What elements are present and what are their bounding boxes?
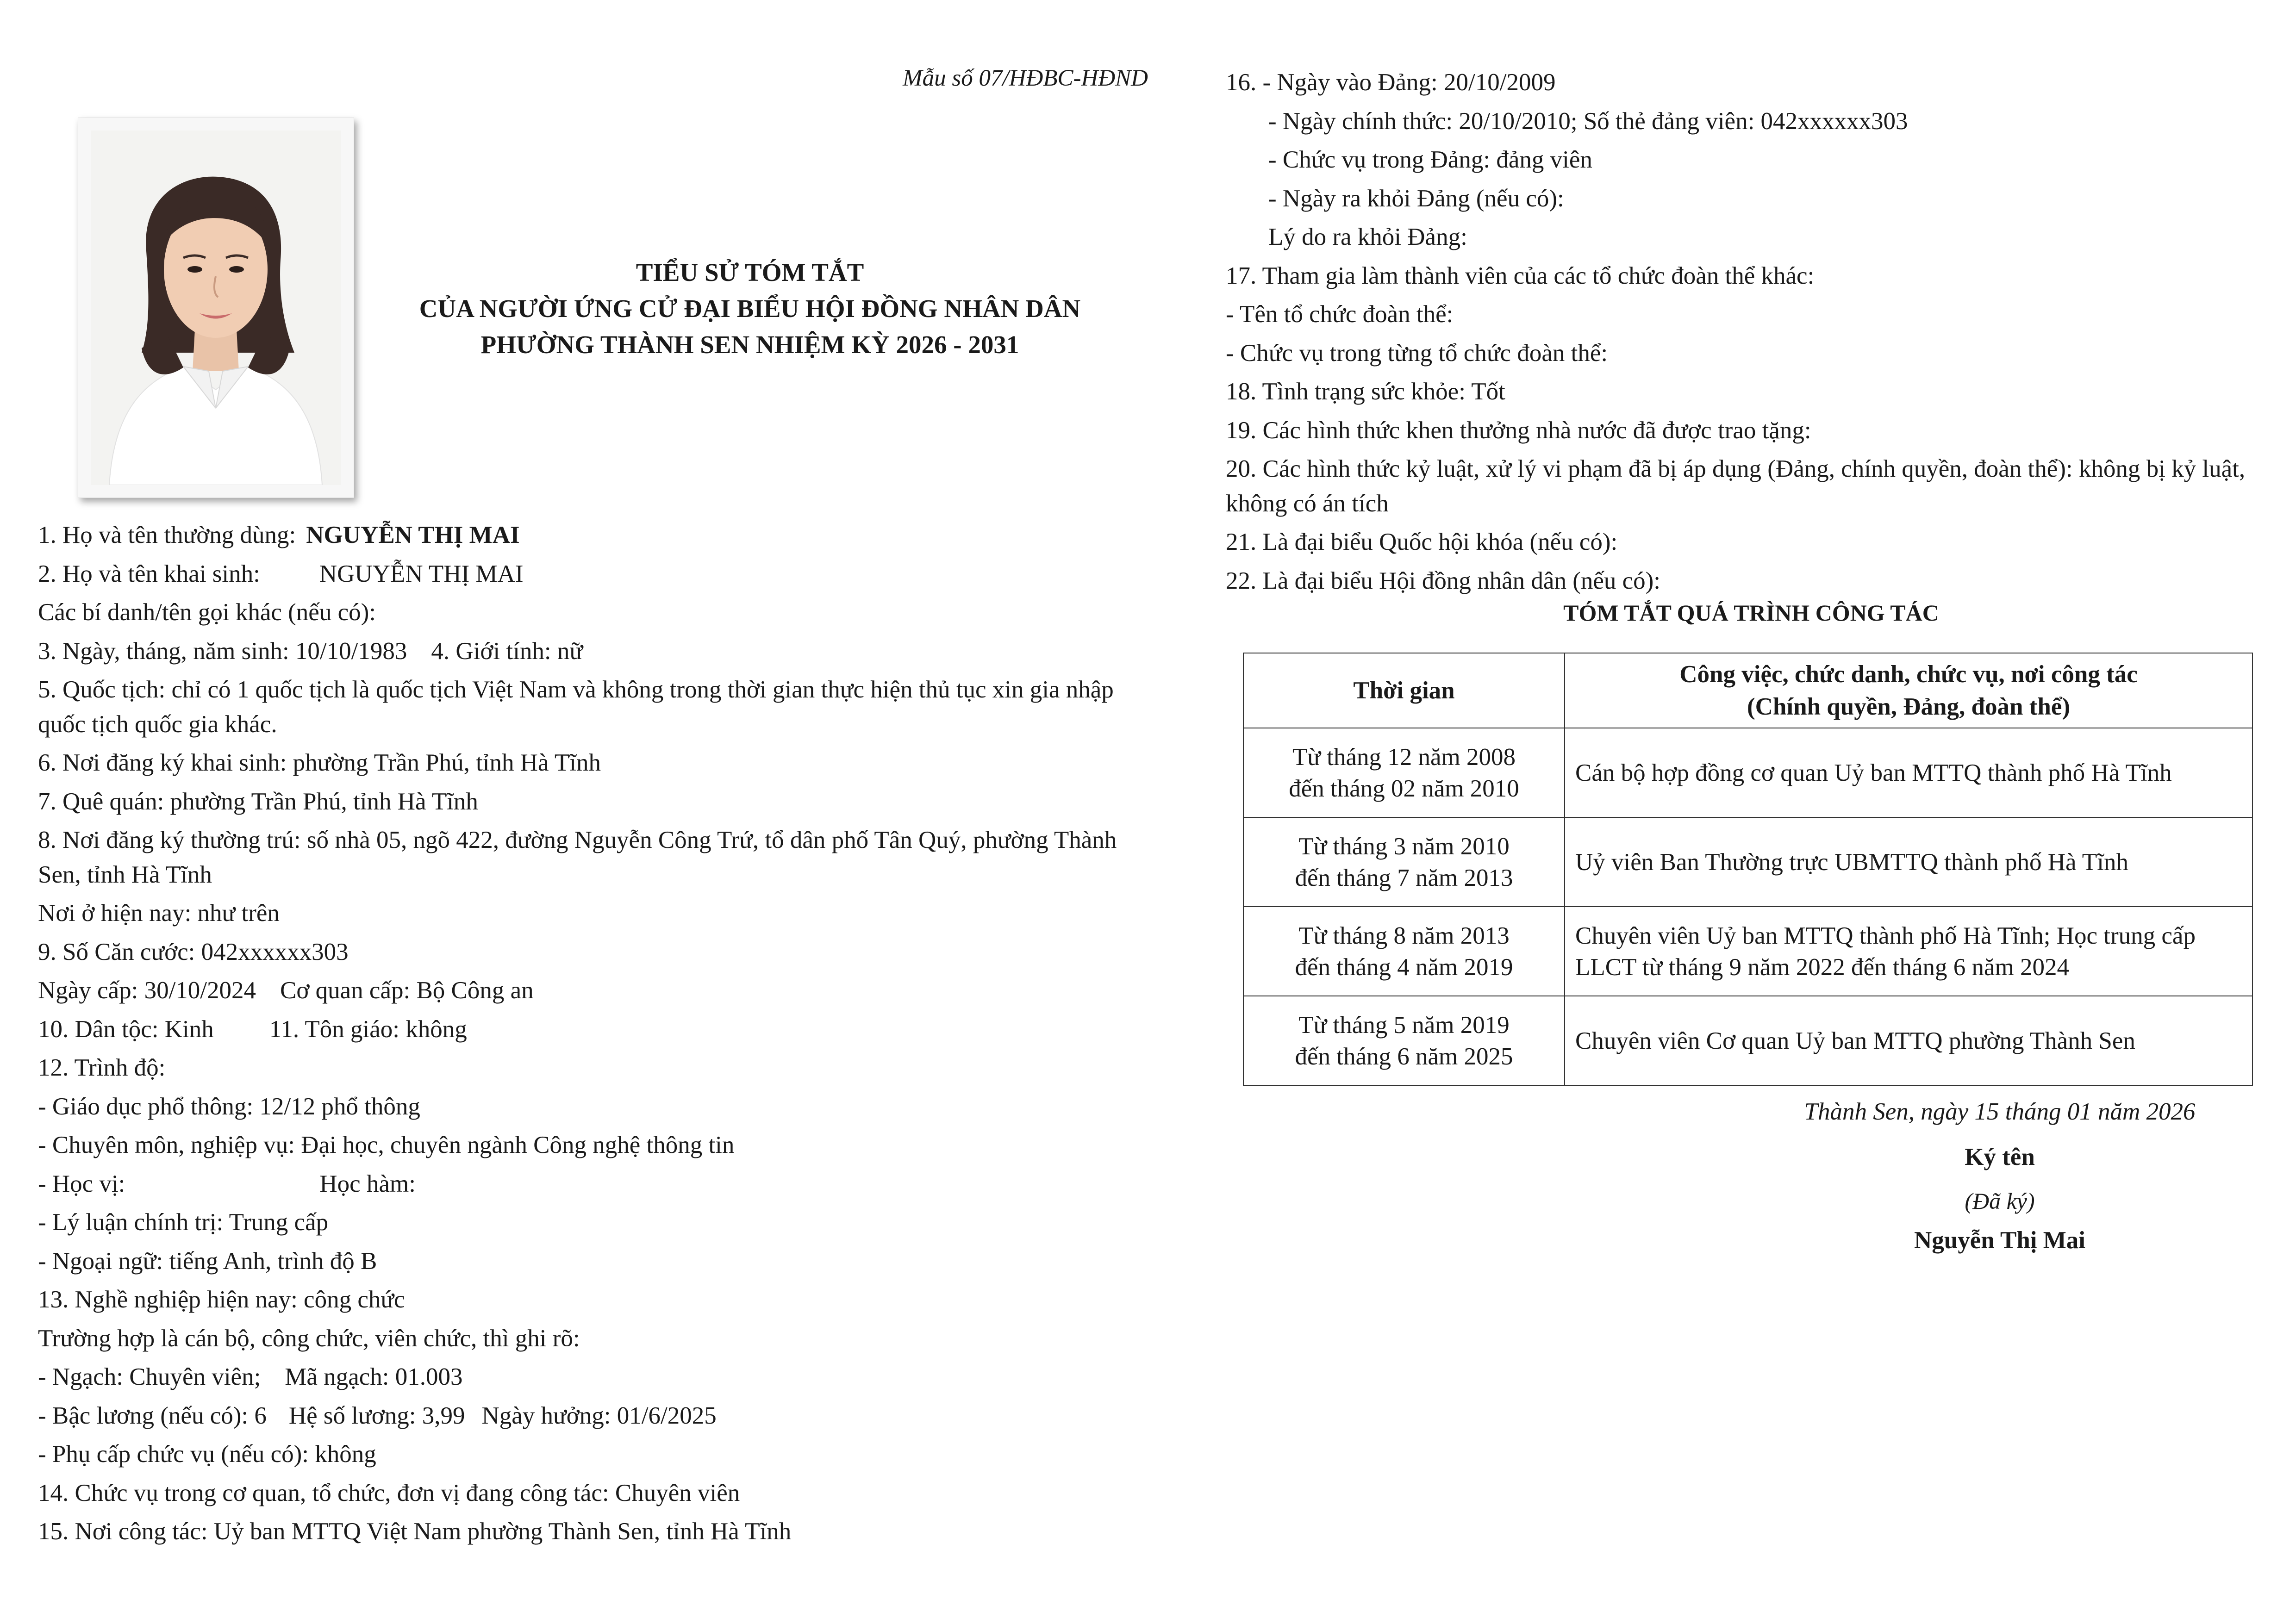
row-time <box>1243 996 1565 1085</box>
table-header-row <box>1243 653 2252 728</box>
field-degree <box>38 1165 1158 1204</box>
field-birth-date-gender <box>38 632 1158 671</box>
title-line-3: PHƯỜNG THÀNH SEN NHIỆM KỲ 2026 - 2031 <box>480 330 1019 359</box>
document-title <box>352 255 1148 363</box>
time-from: Từ tháng 3 năm 2010 <box>1298 833 1510 860</box>
field-salary <box>38 1397 1158 1436</box>
biography-left-column <box>38 516 1158 1551</box>
header-job-line-2: (Chính quyền, Đảng, đoàn thể) <box>1747 693 2071 720</box>
field-common-name <box>38 516 1158 555</box>
time-from: Từ tháng 8 năm 2013 <box>1298 922 1510 949</box>
field-organization-position: - Chức vụ trong từng tổ chức đoàn thể: <box>1226 339 1608 367</box>
signature-label: Ký tên <box>1965 1144 2035 1170</box>
field-awards: 19. Các hình thức khen thưởng nhà nước đã được trao tặng: <box>1226 417 1811 444</box>
form-code: Mẫu số 07/HĐBC-HĐND <box>903 65 1148 91</box>
row-description: Chuyên viên Cơ quan Uỷ ban MTTQ phường Thành Sen <box>1565 996 2252 1085</box>
work-history-title: TÓM TẮT QUÁ TRÌNH CÔNG TÁC <box>1563 600 1939 626</box>
table-row <box>1243 996 2252 1085</box>
field-party-leave-reason: Lý do ra khỏi Đảng: <box>1268 224 1467 250</box>
biography-right-column <box>1226 63 2277 600</box>
salary-coefficient: Hệ số lương: 3,99 <box>288 1402 465 1429</box>
field-foreign-language: - Ngoại ngữ: tiếng Anh, trình độ B <box>38 1247 377 1275</box>
degree-label: - Học vị: <box>38 1170 125 1197</box>
field-ethnicity-religion <box>38 1010 1158 1049</box>
row-time <box>1243 728 1565 817</box>
time-to: đến tháng 4 năm 2019 <box>1295 953 1513 981</box>
birth-name-value: NGUYỄN THỊ MAI <box>319 560 524 587</box>
time-to: đến tháng 6 năm 2025 <box>1295 1043 1513 1070</box>
field-education-heading: 12. Trình độ: <box>38 1054 166 1081</box>
salary-date: Ngày hưởng: 01/6/2025 <box>481 1402 717 1429</box>
field-position: 14. Chức vụ trong cơ quan, tổ chức, đơn vị đang công tác: Chuyên viên <box>38 1479 740 1506</box>
id-issue-date: Ngày cấp: 30/10/2024 <box>38 977 256 1004</box>
title-line-1: TIỂU SỬ TÓM TẮT <box>636 258 864 286</box>
ethnicity: 10. Dân tộc: Kinh <box>38 1015 214 1043</box>
field-id-issue <box>38 971 1158 1010</box>
header-time: Thời gian <box>1243 653 1565 728</box>
table-row <box>1243 907 2252 996</box>
row-description: Uỷ viên Ban Thường trực UBMTTQ thành phố Hà Tĩnh <box>1565 817 2252 907</box>
field-aliases: Các bí danh/tên gọi khác (nếu có): <box>38 599 376 626</box>
salary-step: - Bậc lương (nếu có): 6 <box>38 1402 267 1429</box>
common-name-value: NGUYỄN THỊ MAI <box>306 522 520 548</box>
field-party-leave-date: - Ngày ra khỏi Đảng (nếu có): <box>1268 185 1564 212</box>
row-time <box>1243 907 1565 996</box>
signature-place-date: Thành Sen, ngày 15 tháng 01 năm 2026 <box>1804 1098 2196 1125</box>
row-description: Chuyên viên Uỷ ban MTTQ thành phố Hà Tĩnh; Học trung cấp LLCT từ tháng 9 năm 2022 đến tháng 6 năm 2024 <box>1565 907 2252 996</box>
field-occupation: 13. Nghề nghiệp hiện nay: công chức <box>38 1286 405 1313</box>
field-rank <box>38 1358 1158 1397</box>
rank: - Ngạch: Chuyên viên; <box>38 1363 261 1390</box>
time-from: Từ tháng 5 năm 2019 <box>1298 1011 1510 1039</box>
gender: 4. Giới tính: nữ <box>431 637 583 665</box>
rank-code: Mã ngạch: 01.003 <box>285 1363 463 1390</box>
time-to: đến tháng 7 năm 2013 <box>1295 864 1513 891</box>
field-general-education: - Giáo dục phổ thông: 12/12 phổ thông <box>38 1093 420 1120</box>
field-id-number: 9. Số Căn cước: 042xxxxxx303 <box>38 938 349 965</box>
religion: 11. Tôn giáo: không <box>269 1015 467 1043</box>
field-national-assembly: 21. Là đại biểu Quốc hội khóa (nếu có): <box>1226 529 1618 555</box>
field-workplace: 15. Nơi công tác: Uỷ ban MTTQ Việt Nam phường Thành Sen, tỉnh Hà Tĩnh <box>38 1518 792 1545</box>
field-birth-name <box>38 555 1158 594</box>
field-permanent-residence: 8. Nơi đăng ký thường trú: số nhà 05, ngõ 422, đường Nguyễn Công Trứ, tổ dân phố Tân Quý, phường Thành Sen, tỉnh Hà Tĩnh <box>38 827 1117 888</box>
portrait-image <box>91 131 341 485</box>
field-peoples-council: 22. Là đại biểu Hội đồng nhân dân (nếu có): <box>1226 567 1661 594</box>
field-current-residence: Nơi ở hiện nay: như trên <box>38 900 280 927</box>
academic-title-label: Học hàm: <box>319 1170 416 1197</box>
field-political-theory: - Lý luận chính trị: Trung cấp <box>38 1209 329 1236</box>
time-from: Từ tháng 12 năm 2008 <box>1292 743 1516 771</box>
work-history-table <box>1243 653 2253 1086</box>
title-line-2: CỦA NGƯỜI ỨNG CỬ ĐẠI BIỂU HỘI ĐỒNG NHÂN DÂN <box>419 294 1081 323</box>
id-issuer: Cơ quan cấp: Bộ Công an <box>280 977 534 1004</box>
header-job-line-1: Công việc, chức danh, chức vụ, nơi công tác <box>1679 661 2138 688</box>
field-allowance: - Phụ cấp chức vụ (nếu có): không <box>38 1441 376 1468</box>
field-organization-name: - Tên tổ chức đoàn thể: <box>1226 301 1454 328</box>
row-description: Cán bộ hợp đồng cơ quan Uỷ ban MTTQ thành phố Hà Tĩnh <box>1565 728 2252 817</box>
birth-date: 3. Ngày, tháng, năm sinh: 10/10/1983 <box>38 637 407 665</box>
table-row <box>1243 728 2252 817</box>
table-row <box>1243 817 2252 907</box>
time-to: đến tháng 02 năm 2010 <box>1289 775 1519 802</box>
header-job <box>1565 653 2252 728</box>
field-birth-registration: 6. Nơi đăng ký khai sinh: phường Trần Phú, tỉnh Hà Tĩnh <box>38 749 601 776</box>
field-party-join-date: 16. - Ngày vào Đảng: 20/10/2009 <box>1226 69 1556 96</box>
field-organizations: 17. Tham gia làm thành viên của các tổ chức đoàn thể khác: <box>1226 262 1815 289</box>
portrait-photo <box>78 118 354 498</box>
field-hometown: 7. Quê quán: phường Trần Phú, tỉnh Hà Tĩnh <box>38 788 478 815</box>
field-health: 18. Tình trạng sức khỏe: Tốt <box>1226 378 1505 405</box>
field-party-position: - Chức vụ trong Đảng: đảng viên <box>1268 146 1592 173</box>
row-time <box>1243 817 1565 907</box>
field-nationality: 5. Quốc tịch: chỉ có 1 quốc tịch là quốc tịch Việt Nam và không trong thời gian thực hiện thủ tục xin gia nhập quốc tịch quốc gia khác. <box>38 676 1114 738</box>
birth-name-label: 2. Họ và tên khai sinh: <box>38 560 260 587</box>
signature-note: (Đã ký) <box>1965 1188 2035 1214</box>
field-professional-education: - Chuyên môn, nghiệp vụ: Đại học, chuyên ngành Công nghệ thông tin <box>38 1132 735 1158</box>
field-party-official-date: - Ngày chính thức: 20/10/2010; Số thẻ đảng viên: 042xxxxxx303 <box>1268 107 1908 135</box>
field-discipline: 20. Các hình thức kỷ luật, xử lý vi phạm đã bị áp dụng (Đảng, chính quyền, đoàn thể): không bị kỷ luật, không có án tích <box>1226 455 2246 517</box>
field-civil-servant-note: Trường hợp là cán bộ, công chức, viên chức, thì ghi rõ: <box>38 1325 580 1352</box>
signature-name: Nguyễn Thị Mai <box>1914 1227 2086 1254</box>
common-name-label: 1. Họ và tên thường dùng: <box>38 522 296 548</box>
